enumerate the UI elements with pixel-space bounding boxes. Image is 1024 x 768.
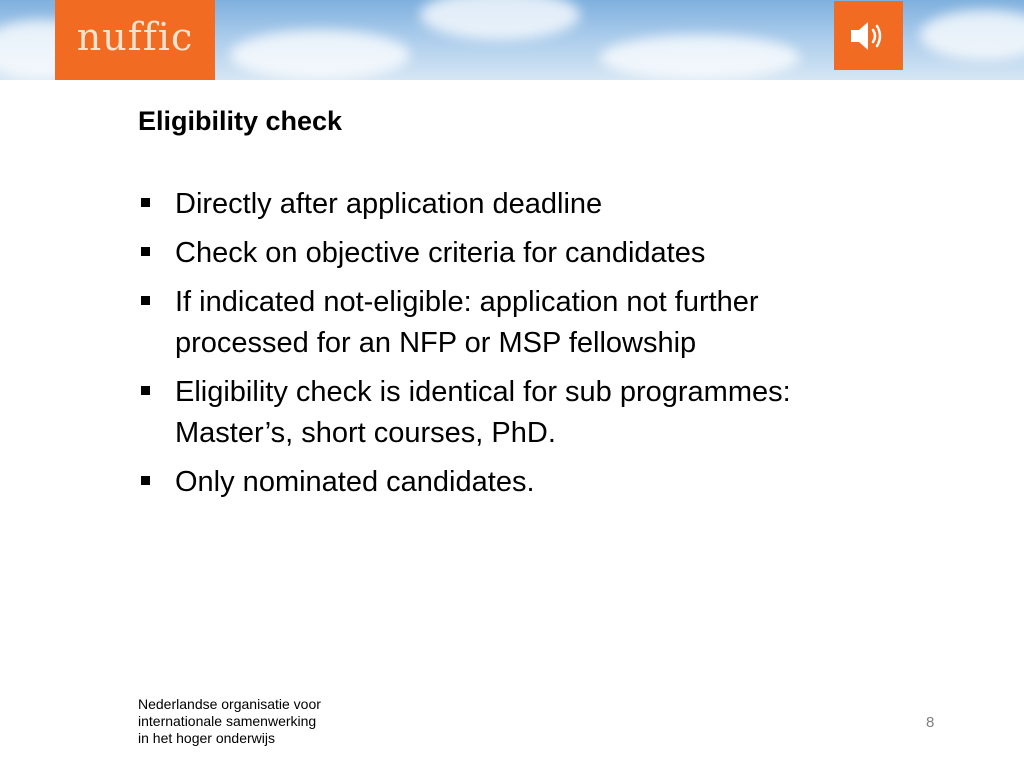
bullet-line: processed for an NFP or MSP fellowship <box>175 327 697 359</box>
bullet-square-icon <box>141 476 150 485</box>
bullet-line: Eligibility check is identical for sub programmes: <box>175 376 791 408</box>
bullet-item <box>138 462 918 503</box>
bullet-square-icon <box>141 198 150 207</box>
bullet-item <box>138 372 918 454</box>
bullet-line: Only nominated candidates. <box>175 466 535 498</box>
speaker-button[interactable] <box>834 1 903 70</box>
organization-name <box>138 696 321 747</box>
bullet-line: Directly after application deadline <box>175 188 603 220</box>
bullet-item <box>138 282 918 364</box>
bullet-square-icon <box>141 247 150 256</box>
bullet-square-icon <box>141 296 150 305</box>
bullet-line: If indicated not-eligible: application not further <box>175 286 759 318</box>
org-line: in het hoger onderwijs <box>138 730 275 746</box>
bullet-item <box>138 184 918 225</box>
bullet-item <box>138 233 918 274</box>
bullet-square-icon <box>141 386 150 395</box>
bullet-line: Check on objective criteria for candidates <box>175 237 706 269</box>
header-banner <box>0 0 1024 80</box>
page-number: 8 <box>926 714 935 731</box>
bullet-list <box>138 184 918 511</box>
speaker-icon <box>849 19 889 53</box>
slide-title: Eligibility check <box>138 106 343 136</box>
org-line: Nederlandse organisatie voor <box>138 696 321 712</box>
bullet-line: Master’s, short courses, PhD. <box>175 417 556 449</box>
org-line: internationale samenwerking <box>138 713 317 729</box>
logo-text: nuffic <box>76 15 194 59</box>
nuffic-logo <box>55 0 215 80</box>
